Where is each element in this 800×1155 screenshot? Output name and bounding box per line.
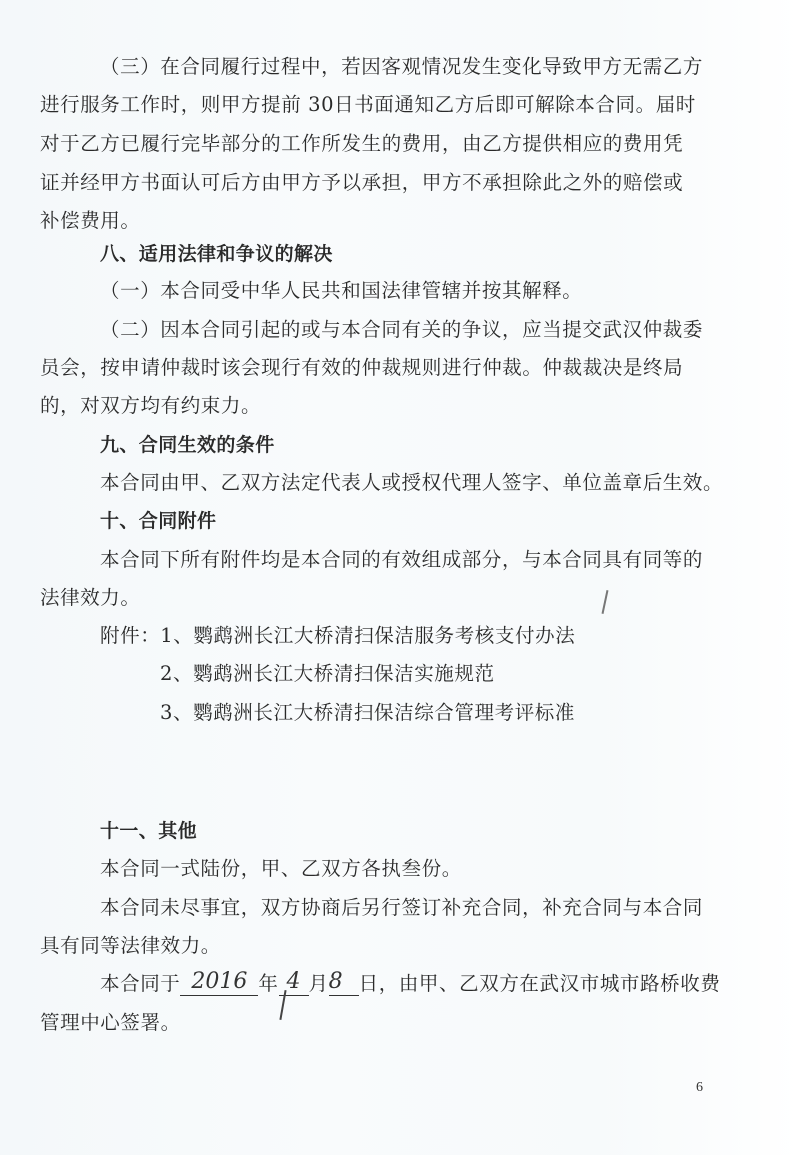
section-8-item-2-line-1: （二）因本合同引起的或与本合同有关的争议，应当提交武汉仲裁委 (100, 318, 704, 341)
section-8-heading: 八、适用法律和争议的解决 (100, 243, 333, 265)
signing-prefix: 本合同于 (100, 972, 181, 995)
section-11-para-2-line-2: 具有同等法律效力。 (40, 934, 221, 957)
day-unit: 日 (358, 972, 379, 995)
section-10-body-line-1: 本合同下所有附件均是本合同的有效组成部分，与本合同具有同等的 (100, 548, 704, 571)
section-10-heading: 十、合同附件 (100, 510, 217, 532)
section-11-para-1: 本合同一式陆份，甲、乙双方各执叁份。 (100, 857, 462, 880)
month-unit: 月 (308, 972, 329, 995)
attachment-2: 2、鹦鹉洲长江大桥清扫保洁实施规范 (160, 662, 495, 685)
section-8-item-1: （一）本合同受中华人民共和国法律管辖并按其解释。 (100, 279, 583, 302)
attachment-1: 附件：1、鹦鹉洲长江大桥清扫保洁服务考核支付办法 (100, 624, 576, 647)
signing-line-2: 管理中心签署。 (40, 1011, 181, 1034)
pen-mark (602, 590, 609, 614)
handwritten-month: 4 (279, 969, 309, 996)
page-number: 6 (696, 1080, 703, 1095)
clause-7-3-line-3: 对于乙方已履行完毕部分的工作所发生的费用，由乙方提供相应的费用凭 (40, 132, 684, 155)
handwritten-day: 8 (329, 969, 359, 996)
signing-line (100, 971, 720, 998)
handwritten-year: 2016 (180, 969, 258, 996)
clause-7-3-line-4: 证并经甲方书面认可后方由甲方予以承担，甲方不承担除此之外的赔偿或 (40, 171, 684, 194)
section-8-item-2-line-3: 的，对双方均有约束力。 (40, 394, 262, 417)
section-10-body-line-2: 法律效力。 (40, 586, 141, 609)
section-9-heading: 九、合同生效的条件 (100, 434, 275, 456)
clause-7-3-line-5: 补偿费用。 (40, 209, 141, 232)
attachment-3: 3、鹦鹉洲长江大桥清扫保洁综合管理考评标准 (160, 701, 576, 724)
section-11-heading: 十一、其他 (100, 820, 198, 842)
signing-suffix: ，由甲、乙双方在武汉市城市路桥收费 (378, 972, 721, 995)
year-unit: 年 (258, 972, 279, 995)
section-11-para-2-line-1: 本合同未尽事宜，双方协商后另行签订补充合同，补充合同与本合同 (100, 896, 704, 919)
clause-7-3-line-2: 进行服务工作时，则甲方提前 30日书面通知乙方后即可解除本合同。届时 (40, 93, 696, 116)
clause-7-3-line-1: （三）在合同履行过程中，若因客观情况发生变化导致甲方无需乙方 (100, 55, 704, 78)
section-8-item-2-line-2: 员会，按申请仲裁时该会现行有效的仲裁规则进行仲裁。仲裁裁决是终局 (40, 356, 684, 379)
section-9-body: 本合同由甲、乙双方法定代表人或授权代理人签字、单位盖章后生效。 (100, 471, 724, 494)
